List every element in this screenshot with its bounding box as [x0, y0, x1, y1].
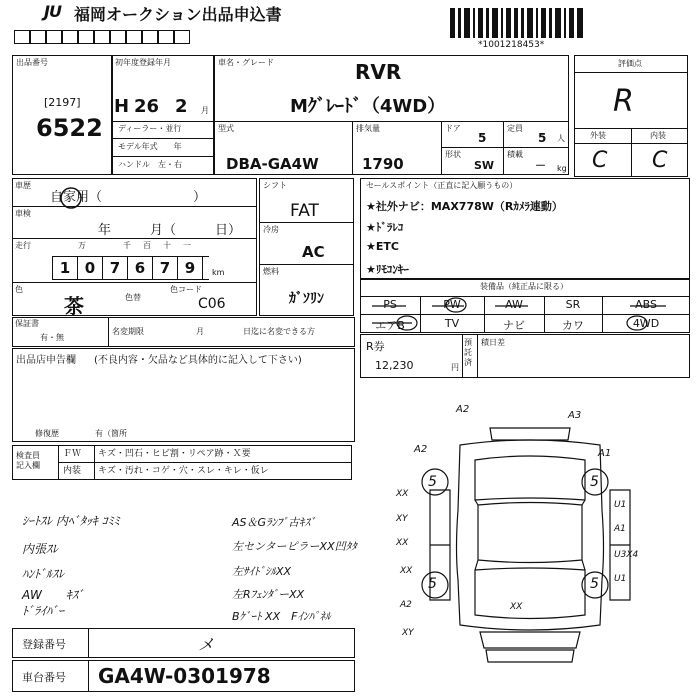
sales-points-box — [360, 178, 690, 279]
mileage-unit: km — [212, 268, 225, 277]
inspector-fw-text: キズ・凹石・ヒビ割・リペア跡・Ｘ要 — [98, 449, 251, 459]
exterior-grade: C — [592, 148, 608, 173]
color-code-label: 色コード — [170, 285, 202, 294]
mileage-unit-ichi: 一 — [183, 241, 191, 250]
diagram-label: A1 — [598, 448, 612, 459]
registration-value: メ — [198, 635, 215, 654]
mileage-unit-juu: 十 — [163, 241, 171, 250]
equipment-leather: カワ — [562, 319, 584, 332]
chassis-label: 車台番号 — [22, 671, 66, 684]
mileage-digit: 6 — [128, 257, 153, 279]
shape-label: 形状 — [445, 150, 461, 159]
declaration-hint: (不良内容・欠品など具体的に記入して下さい) — [94, 355, 302, 366]
note-left: 内張ｽﾚ — [22, 542, 59, 556]
usage-value: 自家用（ ） — [50, 190, 207, 205]
inspection-value: 年 月（ 日） — [98, 223, 242, 238]
diagram-label: U1 — [614, 574, 627, 584]
diagram-label: U3X4 — [614, 550, 639, 560]
equipment-tv: TV — [444, 317, 460, 330]
diagram-label: 5 — [428, 576, 437, 592]
barcode-text: *1001218453* — [478, 40, 545, 50]
mileage-unit-sen: 千 — [123, 241, 131, 250]
year-value: 26 — [134, 96, 160, 117]
handle-label: ハンドル 左・右 — [118, 160, 182, 169]
equipment-label: 装備品（純正品に限る） — [480, 282, 568, 291]
recycle-deposit: 預託済 — [464, 338, 472, 367]
model-code: DBA-GA4W — [226, 155, 319, 173]
mileage-digit: 0 — [78, 257, 103, 279]
color-code: C06 — [198, 296, 226, 312]
lot-sub-number: [2197] — [44, 96, 81, 109]
logo: JU — [44, 2, 61, 21]
car-damage-diagram — [390, 400, 690, 700]
inspector-interior-text: キズ・汚れ・コゲ・穴・スレ・キレ・仮レ — [98, 466, 269, 476]
capacity-unit: 人 — [557, 134, 565, 143]
mileage-digit: 7 — [153, 257, 178, 279]
warranty-note: 日迄に名変できる方 — [243, 327, 315, 336]
equipment-ps: PS — [383, 298, 397, 311]
color-change-label: 色替 — [125, 293, 141, 302]
car-name: RVR — [355, 60, 402, 84]
mileage-unit-hyaku: 百 — [143, 241, 151, 250]
interior-label: 内装 — [650, 131, 666, 140]
declaration-label: 出品店申告欄 — [16, 355, 76, 366]
mileage-unit-man: 万 — [78, 241, 86, 250]
fuel-value: ｶﾞｿﾘﾝ — [289, 291, 324, 307]
year-label: 初年度登録年月 — [115, 58, 171, 67]
sales-point-item: ★社外ナビ：MAX778W（Rｶﾒﾗ連動） — [366, 200, 563, 213]
diagram-label: XX — [396, 538, 409, 548]
inspector-fw-label: ＦＷ — [63, 449, 82, 459]
warranty-expiry-label: 名変期限 — [112, 327, 144, 336]
sales-point-item: ★ETC — [366, 240, 399, 253]
rating-score: R — [613, 84, 634, 119]
load-label: 積載 — [507, 150, 523, 159]
note-right: AS＆Gﾗﾝﾌﾟ古ｷｽﾞ — [232, 516, 316, 529]
equipment-marks — [360, 296, 690, 333]
diagram-label: XY — [402, 628, 414, 638]
note-left: ﾄﾞﾗｲﾊﾞｰ — [22, 604, 65, 618]
diagram-label: 5 — [428, 474, 437, 490]
diagram-label: A2 — [456, 404, 470, 415]
doors: 5 — [478, 131, 487, 145]
ac-label: 冷房 — [263, 225, 279, 234]
recycle-label: R券 — [366, 340, 385, 353]
inspection-label: 車検 — [15, 209, 31, 218]
diagram-label: A1 — [614, 524, 626, 534]
diagram-label: A2 — [414, 444, 428, 455]
load: － — [535, 159, 546, 172]
shift-label: シフト — [263, 181, 287, 190]
sales-point-item: ★ﾄﾞﾗﾚｺ — [366, 221, 404, 234]
barcode — [450, 8, 585, 38]
diagram-label: A2 — [400, 600, 412, 610]
ac-value: AC — [302, 243, 325, 261]
usage-label: 車歴 — [15, 181, 31, 190]
recycle-date-label: 積日差 — [481, 338, 505, 347]
note-right: 左センターピラーXX凹ﾀﾀ — [232, 540, 357, 553]
diagram-label: A3 — [568, 410, 582, 421]
mileage-digit: 7 — [103, 257, 128, 279]
warranty-label: 保証書 — [15, 319, 39, 328]
rating-label: 評価点 — [618, 59, 642, 68]
mileage-digits — [52, 256, 209, 280]
diagram-label: XY — [396, 514, 408, 524]
equipment-navi: ナビ — [503, 319, 525, 332]
capacity: 5 — [538, 131, 547, 145]
capacity-label: 定員 — [507, 124, 523, 133]
note-right: 左ｻｲﾄﾞｼﾙXX — [232, 565, 292, 578]
mileage-digit: 9 — [178, 257, 203, 279]
recycle-amount: 12,230 — [375, 359, 414, 372]
registration-label: 登録番号 — [22, 638, 66, 651]
warranty-expiry-value: 月 — [196, 327, 204, 336]
displacement-label: 排気量 — [356, 124, 380, 133]
mileage-label: 走行 — [15, 241, 31, 250]
equipment-airbag: エアB — [375, 319, 405, 332]
model-label: 型式 — [218, 124, 234, 133]
doors-label: ドア — [445, 124, 461, 133]
color-label: 色 — [15, 285, 23, 294]
note-left: AW ｷｽﾞ — [22, 588, 84, 602]
header-boxes — [14, 0, 274, 50]
model-year-label: モデル年式 年 — [118, 142, 182, 151]
interior-grade: C — [652, 148, 668, 173]
equipment-pw: PW — [443, 298, 461, 311]
equipment-aw: AW — [505, 298, 523, 311]
inspector-interior-label: 内装 — [63, 466, 82, 476]
repair-value: 有（箇所 — [95, 429, 127, 438]
repair-label: 修復歴 — [35, 429, 59, 438]
shift-value: FAT — [290, 201, 319, 221]
note-left: ｼｰﾄｽﾚ 内ﾍﾞﾀｯｷ ｺﾐﾐ — [22, 514, 120, 528]
diagram-label: 5 — [590, 474, 599, 490]
month-unit: 月 — [201, 106, 209, 115]
displacement: 1790 — [362, 155, 404, 173]
inspector-label: 検査員記入欄 — [16, 451, 40, 470]
form-title: 福岡オークション出品申込書 — [74, 5, 282, 24]
chassis-value: GA4W-0301978 — [98, 664, 271, 688]
sales-points-label: セールスポイント（正直に記入願うもの） — [366, 181, 518, 190]
equipment-sr: SR — [565, 298, 581, 311]
sales-point-item: ★ﾘﾓｺﾝｷｰ — [366, 263, 409, 276]
recycle-unit: 円 — [451, 363, 459, 372]
diagram-label: 5 — [590, 576, 599, 592]
year-era: H — [114, 96, 130, 117]
month-value: 2 — [175, 96, 188, 117]
car-name-label: 車名・グレード — [218, 58, 274, 67]
load-unit: kg — [557, 164, 567, 173]
dealer-label: ディーラー・並行 — [118, 124, 182, 133]
diagram-label: XX — [510, 602, 523, 612]
equipment-abs: ABS — [635, 298, 657, 311]
lot-label: 出品番号 — [16, 58, 48, 67]
diagram-label: XX — [396, 489, 409, 499]
shape: SW — [474, 159, 495, 172]
lot-number: 6522 — [36, 114, 103, 142]
car-grade: Mｸﾞﾚｰﾄﾞ（4WD） — [290, 96, 446, 117]
diagram-label: U1 — [614, 500, 627, 510]
exterior-label: 外装 — [590, 131, 606, 140]
mileage-digit: 1 — [53, 257, 78, 279]
note-right: 左RﾌｪﾝﾀﾞーXX — [232, 588, 305, 601]
fuel-label: 燃料 — [263, 267, 279, 276]
diagram-label: XX — [400, 566, 413, 576]
note-right: Bｹﾞｰﾄ XX Fｲﾝﾊﾟﾈﾙ — [232, 610, 331, 623]
equipment-4wd: 4WD — [632, 317, 660, 330]
warranty-value: 有・無 — [40, 333, 64, 342]
note-left: ﾊﾝﾄﾞﾙｽﾚ — [22, 567, 65, 581]
color-value: 茶 — [64, 294, 84, 318]
